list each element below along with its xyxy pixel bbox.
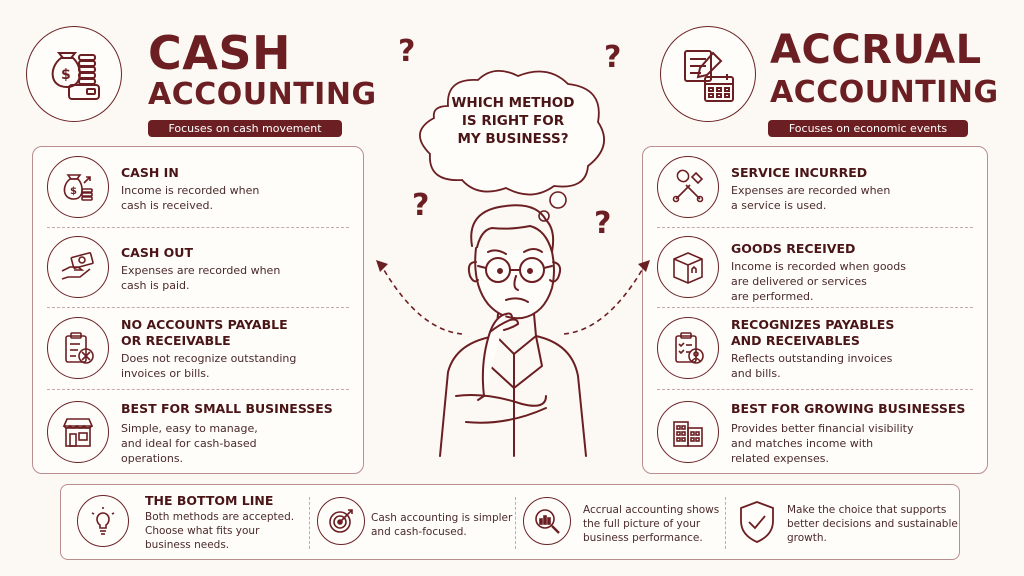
cash-tagline: Focuses on cash movement	[148, 120, 342, 137]
shield-check-icon	[737, 499, 777, 545]
bottom-text-cash: Cash accounting is simpler and cash-focused.	[371, 512, 513, 538]
cash-item-title: NO ACCOUNTS PAYABLE OR RECEIVABLE	[121, 317, 288, 348]
cash-item-small-business	[33, 389, 363, 475]
accrual-item-title: BEST FOR GROWING BUSINESSES	[731, 401, 966, 416]
thinking-man-illustration	[426, 196, 598, 466]
cash-money-icon	[26, 26, 122, 122]
svg-text:$: $	[70, 186, 77, 197]
center-question: WHICH METHOD IS RIGHT FOR MY BUSINESS?	[451, 95, 575, 147]
accrual-tagline: Focuses on economic events	[768, 120, 968, 137]
accrual-item-text: Expenses are recorded when a service is used.	[731, 184, 891, 212]
bottom-line-text: Both methods are accepted. Choose what fits your business needs.	[145, 511, 295, 551]
accrual-item-text: Provides better financial visibility and matches income with related expenses.	[731, 422, 914, 465]
office-building-icon	[657, 401, 719, 463]
money-bag-icon	[47, 156, 109, 218]
calendar-notebook-icon	[660, 26, 756, 122]
bottom-text-accrual: Accrual accounting shows the full picture of your business performance.	[583, 504, 720, 544]
accrual-item-text: Reflects outstanding invoices and bills.	[731, 352, 893, 380]
package-box-icon	[657, 236, 719, 298]
bottom-text-choice: Make the choice that supports better decisions and sustainable growth.	[787, 504, 958, 544]
accrual-item-service	[643, 147, 987, 227]
storefront-icon	[47, 401, 109, 463]
cash-item-cash-out	[33, 227, 363, 307]
cash-item-text: Expenses are recorded when cash is paid.	[121, 264, 281, 292]
tools-icon	[657, 156, 719, 218]
accrual-item-title: SERVICE INCURRED	[731, 165, 868, 180]
cash-item-title: BEST FOR SMALL BUSINESSES	[121, 401, 333, 416]
target-icon	[317, 497, 365, 545]
accrual-title-line2: ACCOUNTING	[770, 75, 999, 110]
lightbulb-icon	[77, 495, 129, 547]
cash-item-cash-in	[33, 147, 363, 227]
cash-item-title: CASH OUT	[121, 245, 193, 260]
question-mark: ?	[398, 34, 416, 69]
accrual-item-text: Income is recorded when goods are delivered or services are performed.	[731, 260, 907, 303]
accrual-item-growing	[643, 389, 987, 475]
accrual-item-goods	[643, 227, 987, 307]
hand-cash-icon	[47, 236, 109, 298]
svg-text:$: $	[61, 67, 71, 83]
bottom-line-title: THE BOTTOM LINE	[145, 493, 274, 508]
cash-item-text: Income is recorded when cash is received.	[121, 184, 260, 212]
accrual-item-title: RECOGNIZES PAYABLES AND RECEIVABLES	[731, 317, 895, 348]
accrual-title-line1: ACCRUAL	[770, 27, 982, 73]
cash-item-no-payables	[33, 307, 363, 389]
cash-item-text: Simple, easy to manage, and ideal for cash-based operations.	[121, 422, 258, 465]
clipboard-user-icon	[657, 317, 719, 379]
accrual-item-payables	[643, 307, 987, 389]
accrual-item-title: GOODS RECEIVED	[731, 241, 856, 256]
cash-title-line2: ACCOUNTING	[148, 77, 377, 112]
clipboard-x-icon	[47, 317, 109, 379]
cash-item-title: CASH IN	[121, 165, 179, 180]
bottom-line-panel	[60, 484, 960, 560]
cash-title-line1: CASH	[148, 26, 291, 80]
cash-panel	[32, 146, 364, 474]
analytics-magnifier-icon	[523, 497, 571, 545]
question-mark: ?	[604, 40, 622, 75]
cash-item-text: Does not recognize outstanding invoices or bills.	[121, 352, 297, 380]
accrual-panel	[642, 146, 988, 474]
question-mark: ?	[412, 188, 430, 223]
question-mark: ?	[594, 206, 612, 241]
